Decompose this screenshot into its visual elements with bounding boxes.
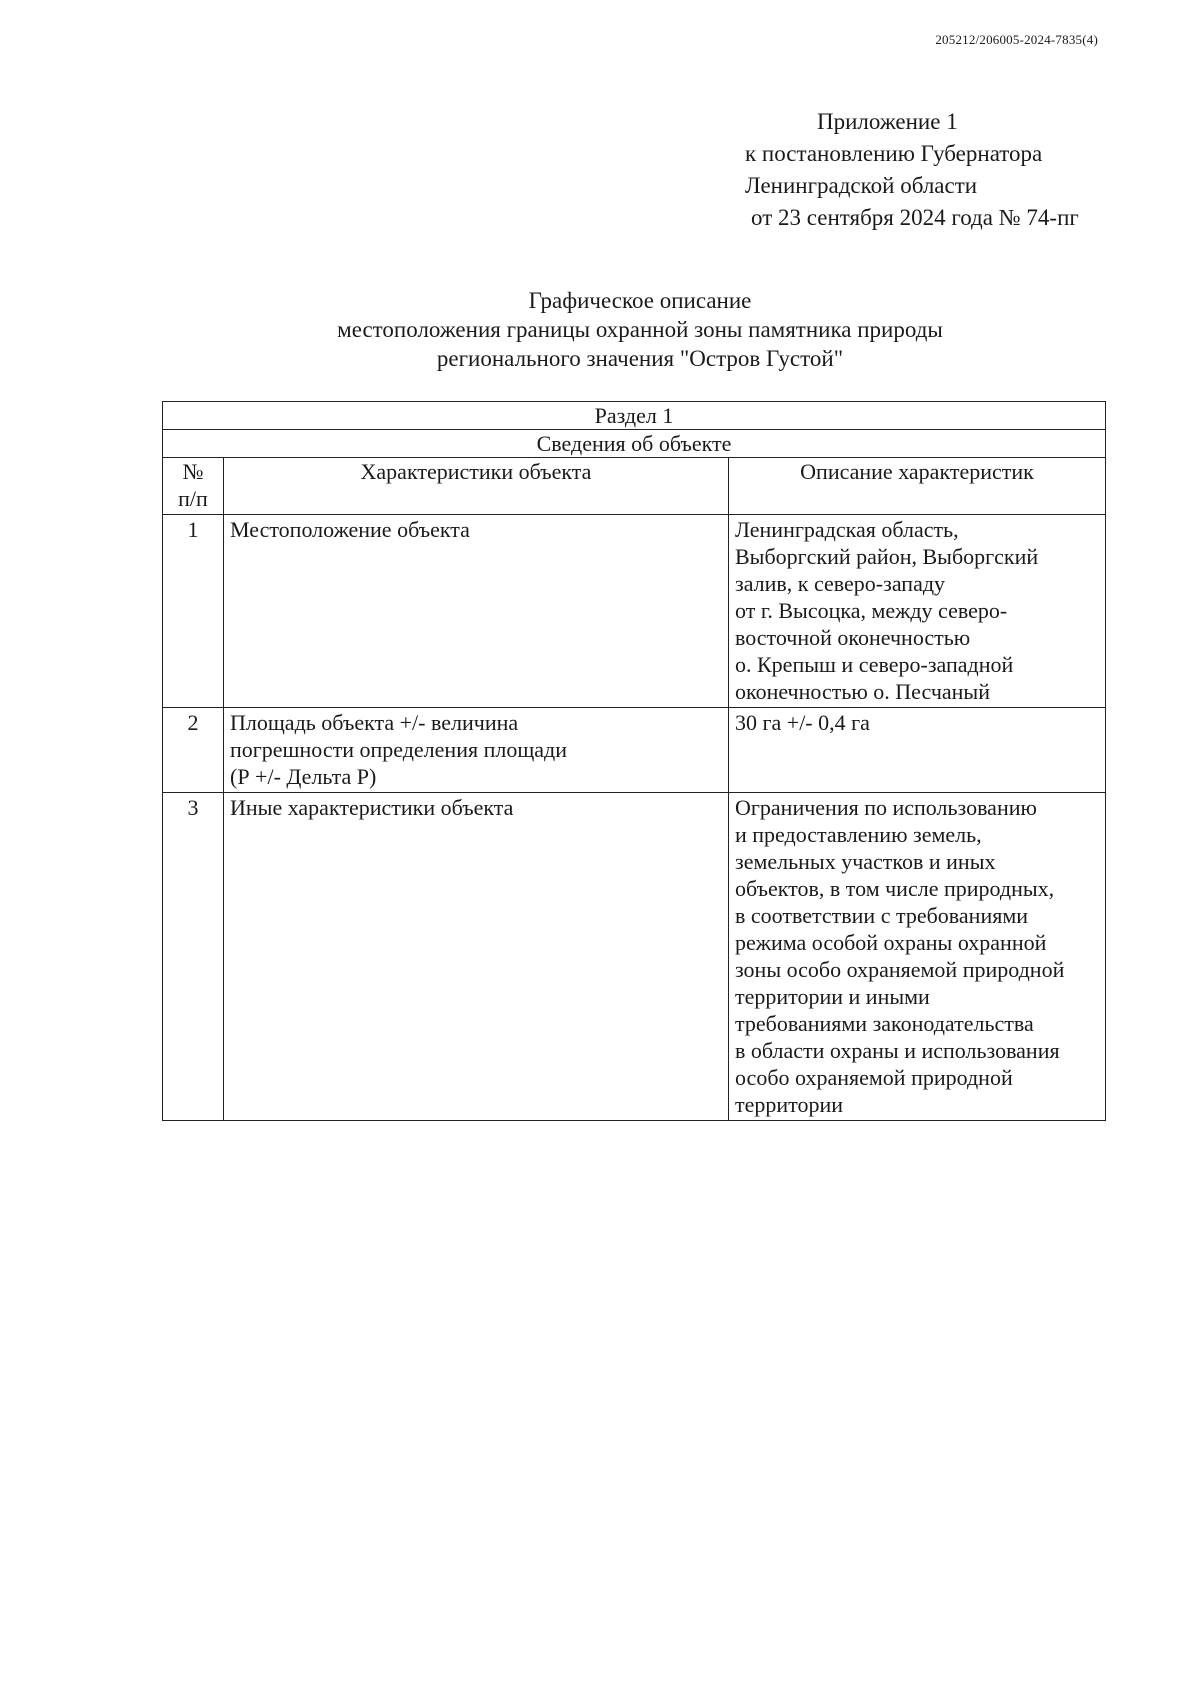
row-characteristic — [224, 708, 729, 793]
section-row — [163, 402, 1106, 430]
characteristic-line: Местоположение объекта — [230, 517, 470, 542]
description-line: зоны особо охраняемой природной — [735, 957, 1065, 982]
characteristic-line: (Р +/- Дельта Р) — [230, 764, 377, 789]
description-line: Ограничения по использованию — [735, 795, 1037, 820]
row-description — [729, 793, 1106, 1121]
description-line: Ленинградская область, — [735, 517, 959, 542]
object-info-table — [162, 401, 1106, 1121]
description-line: объектов, в том числе природных, — [735, 876, 1055, 901]
row-num: 3 — [163, 793, 224, 1121]
description-line: от г. Высоцка, между северо- — [735, 598, 1008, 623]
description-line: о. Крепыш и северо-западной — [735, 652, 1014, 677]
characteristic-line: Иные характеристики объекта — [230, 795, 514, 820]
document-id: 205212/206005-2024-7835(4) — [935, 32, 1098, 47]
section-title: Раздел 1 — [163, 402, 1106, 430]
row-characteristic — [224, 793, 729, 1121]
appendix-line-4: от 23 сентября 2024 года № 74-пг — [751, 205, 1079, 230]
characteristic-line: погрешности определения площади — [230, 737, 568, 762]
document-title — [160, 286, 1120, 373]
table-row — [163, 793, 1106, 1121]
row-description — [729, 515, 1106, 708]
subsection-row — [163, 430, 1106, 458]
subsection-title: Сведения об объекте — [163, 430, 1106, 458]
description-line: требованиями законодательства — [735, 1011, 1034, 1036]
title-line-1: Графическое описание — [528, 288, 752, 313]
table-row — [163, 515, 1106, 708]
appendix-line-2: к постановлению Губернатора — [745, 141, 1043, 166]
row-characteristic — [224, 515, 729, 708]
row-num: 1 — [163, 515, 224, 708]
description-line: восточной оконечностью — [735, 625, 971, 650]
title-line-3: регионального значения "Остров Густой" — [436, 346, 844, 371]
row-num: 2 — [163, 708, 224, 793]
characteristic-line: Площадь объекта +/- величина — [230, 710, 519, 735]
description-line: территории — [735, 1092, 844, 1117]
description-line: территории и иными — [735, 984, 930, 1009]
description-line: Выборгский район, Выборгский — [735, 544, 1039, 569]
title-line-2: местоположения границы охранной зоны памятника природы — [337, 317, 943, 342]
description-line: особо охраняемой природной — [735, 1065, 1013, 1090]
header-characteristic: Характеристики объекта — [224, 458, 729, 515]
header-num-line-1: № — [182, 459, 204, 484]
description-line: земельных участков и иных — [735, 849, 996, 874]
appendix-line-1: Приложение 1 — [817, 109, 958, 134]
table-row — [163, 708, 1106, 793]
header-num-line-2: п/п — [178, 486, 208, 511]
description-line: режима особой охраны охранной — [735, 930, 1047, 955]
description-line: в соответствии с требованиями — [735, 903, 1029, 928]
header-row — [163, 458, 1106, 515]
description-line: в области охраны и использования — [735, 1038, 1060, 1063]
appendix-line-3: Ленинградской области — [745, 173, 978, 198]
row-description — [729, 708, 1106, 793]
description-line: оконечностью о. Песчаный — [735, 679, 990, 704]
description-line: и предоставлению земель, — [735, 822, 982, 847]
appendix-block — [745, 106, 1165, 234]
header-num — [163, 458, 224, 515]
header-description: Описание характеристик — [729, 458, 1106, 515]
description-line: залив, к северо-западу — [735, 571, 946, 596]
description-line: 30 га +/- 0,4 га — [735, 710, 870, 735]
